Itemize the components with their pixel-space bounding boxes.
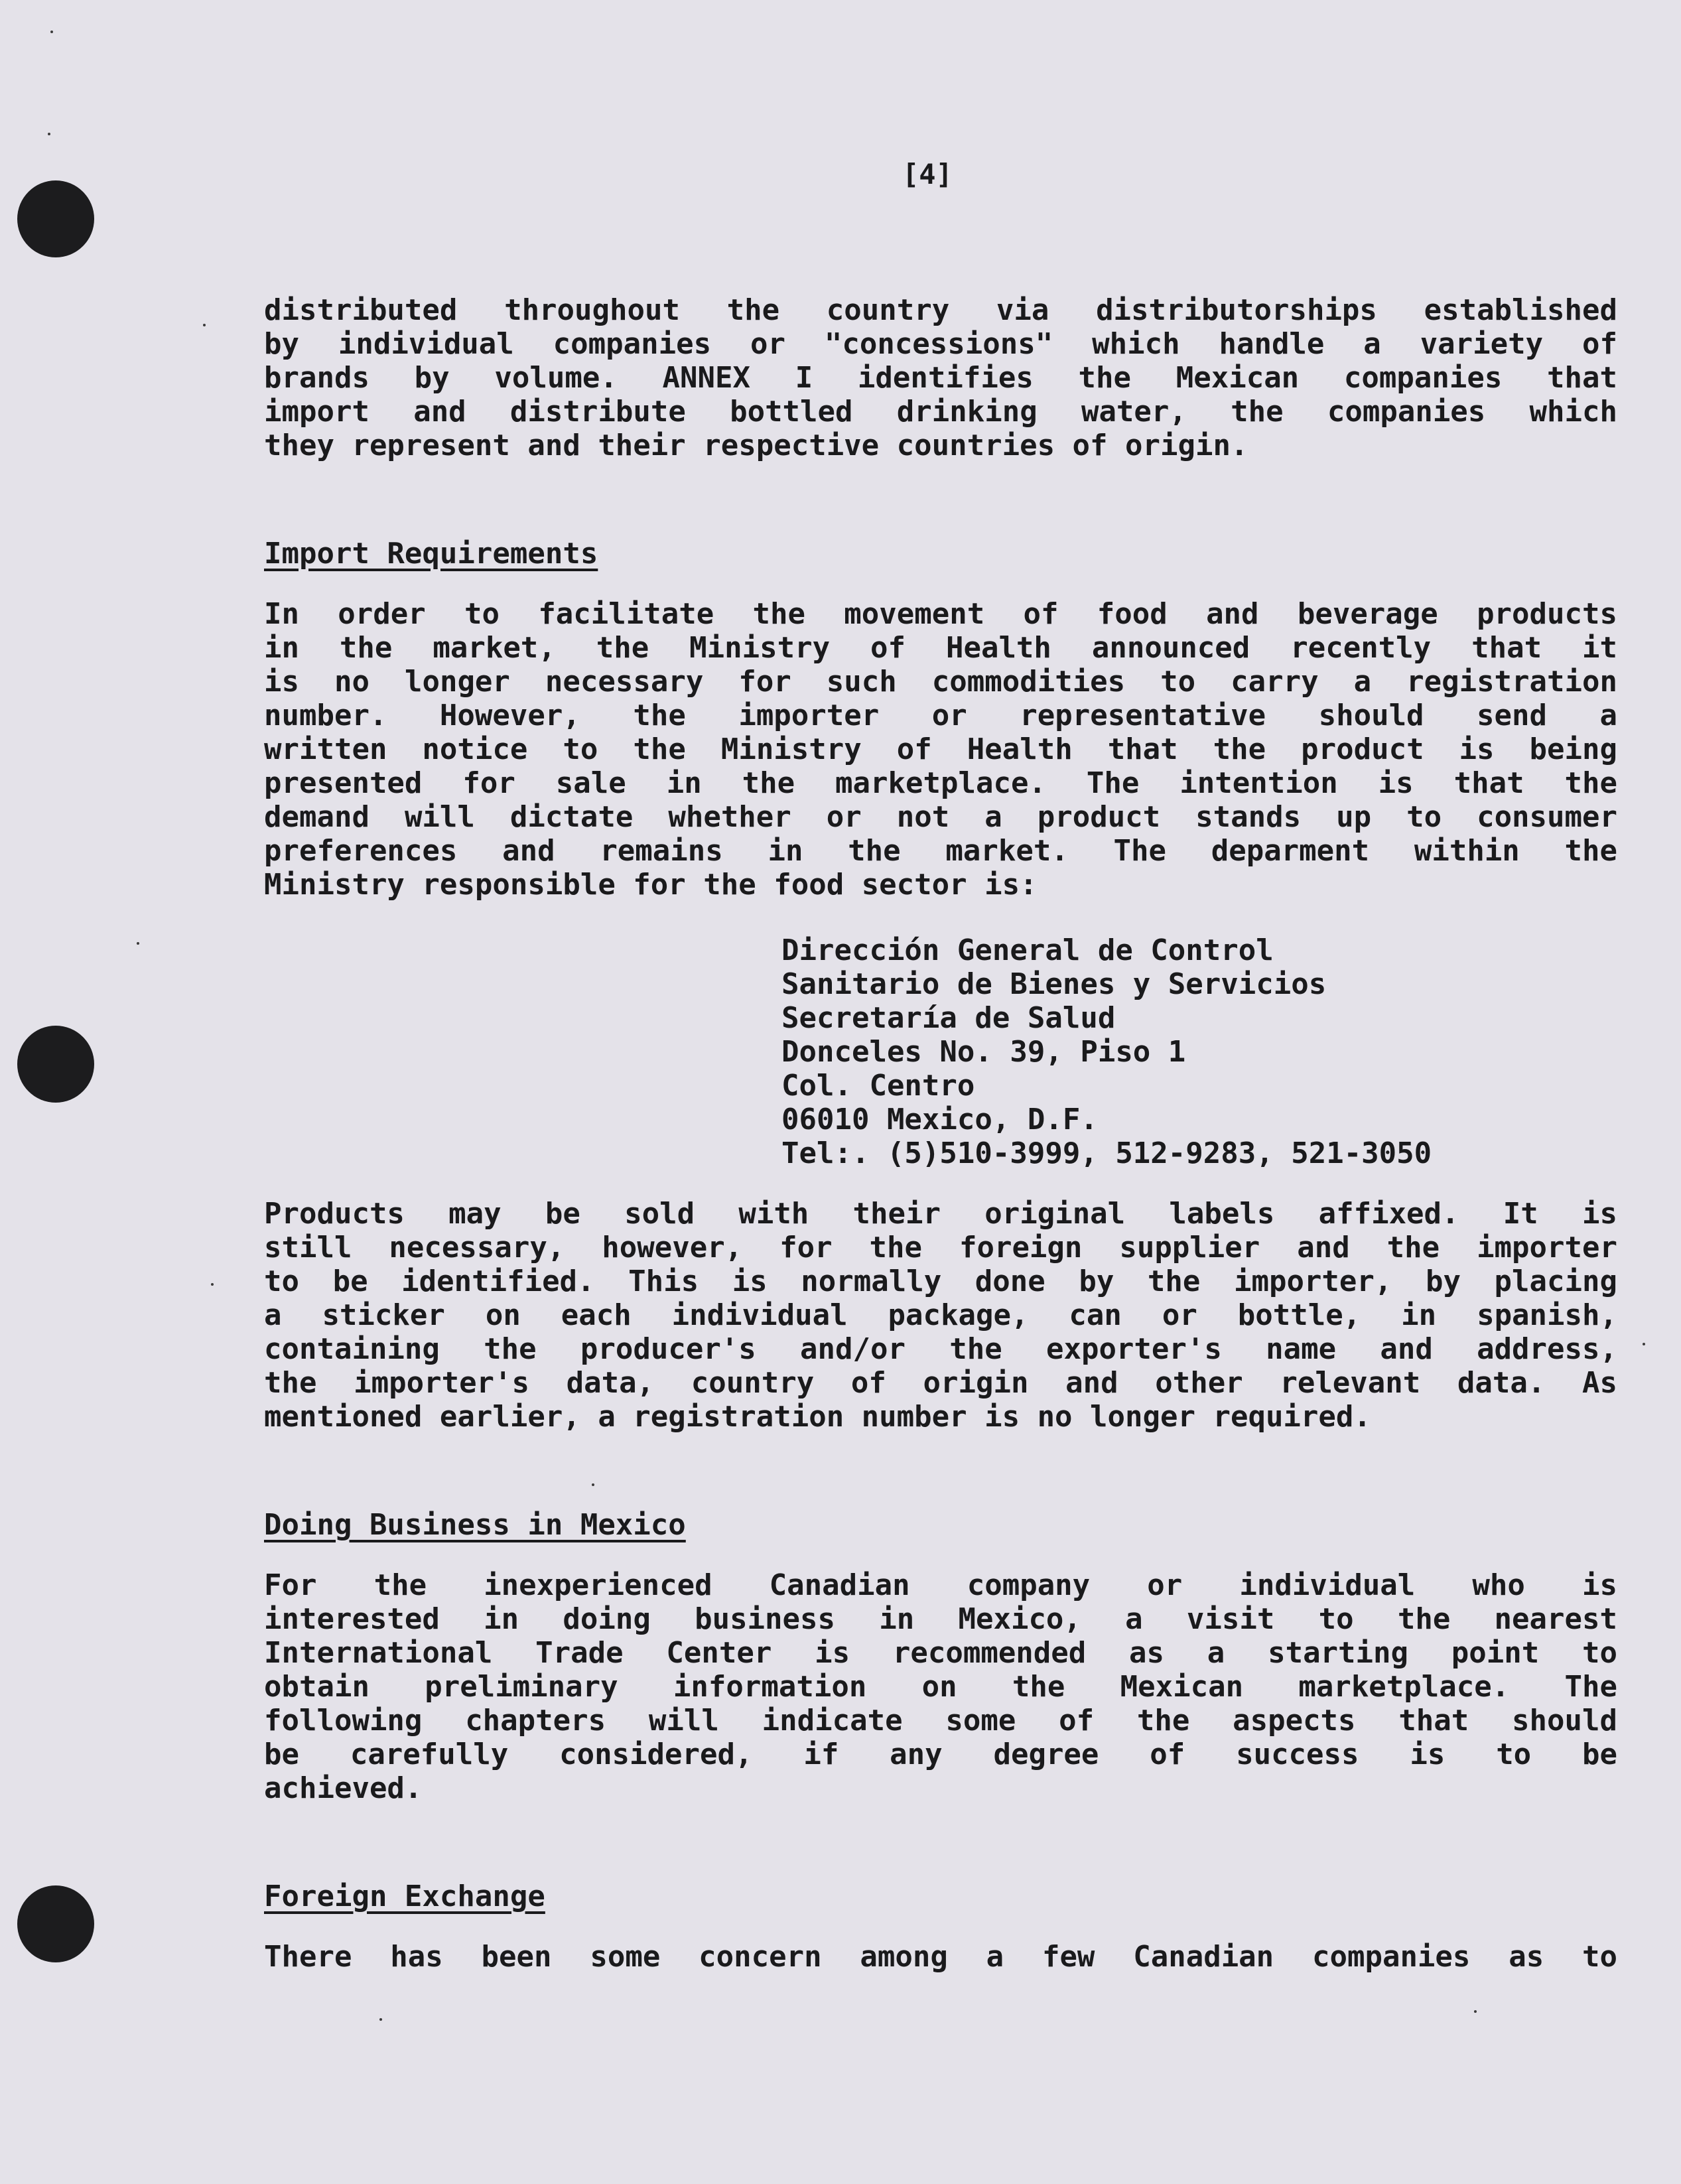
- text-line: preferences and remains in the market. The deparment within the: [264, 834, 1617, 868]
- binder-hole-bottom: [17, 1885, 94, 1962]
- text-line: achieved.: [264, 1771, 423, 1805]
- text-line: import and distribute bottled drinking water, the companies which: [264, 395, 1617, 429]
- document-body: [264, 293, 1617, 1974]
- scan-speck: [379, 2018, 382, 2021]
- text-line: In order to facilitate the movement of food and beverage products: [264, 597, 1617, 631]
- text-line: is no longer necessary for such commodities to carry a registration: [264, 665, 1617, 699]
- text-line: mentioned earlier, a registration number is no longer required.: [264, 1400, 1371, 1434]
- address-line: Secretaría de Salud: [781, 1001, 1116, 1035]
- text-line: number. However, the importer or representative should send a: [264, 699, 1617, 732]
- paragraph-import-requirements: [264, 597, 1617, 902]
- address-line: Tel:. (5)510-3999, 512-9283, 521-3050: [781, 1136, 1432, 1170]
- heading-import-requirements: Import Requirements: [264, 537, 598, 571]
- text-line: they represent and their respective countries of origin.: [264, 429, 1248, 462]
- ministry-address-block: [781, 933, 1617, 1170]
- address-line: Col. Centro: [781, 1069, 975, 1103]
- text-line: There has been some concern among a few Canadian companies as to: [264, 1940, 1617, 1974]
- scan-speck: [1474, 2010, 1477, 2013]
- text-line: brands by volume. ANNEX I identifies the Mexican companies that: [264, 361, 1617, 395]
- scan-speck: [1643, 1343, 1645, 1345]
- text-line: Products may be sold with their original labels affixed. It is: [264, 1197, 1617, 1231]
- heading-foreign-exchange: Foreign Exchange: [264, 1879, 545, 1913]
- paragraph-foreign-exchange: [264, 1940, 1617, 1974]
- scan-speck: [50, 31, 53, 33]
- text-line: following chapters will indicate some of the aspects that should: [264, 1704, 1617, 1738]
- text-line: be carefully considered, if any degree of success is to be: [264, 1738, 1617, 1771]
- text-line: distributed throughout the country via distributorships established: [264, 293, 1617, 327]
- heading-doing-business: Doing Business in Mexico: [264, 1508, 686, 1542]
- text-line: presented for sale in the marketplace. The intention is that the: [264, 766, 1617, 800]
- text-line: to be identified. This is normally done by the importer, by placing: [264, 1264, 1617, 1298]
- text-line: demand will dictate whether or not a product stands up to consumer: [264, 800, 1617, 834]
- text-line: interested in doing business in Mexico, a visit to the nearest: [264, 1602, 1617, 1636]
- text-line: the importer's data, country of origin and other relevant data. As: [264, 1366, 1617, 1400]
- text-line: obtain preliminary information on the Mexican marketplace. The: [264, 1670, 1617, 1704]
- text-line: by individual companies or "concessions" which handle a variety of: [264, 327, 1617, 361]
- address-line: Donceles No. 39, Piso 1: [781, 1035, 1186, 1069]
- scan-speck: [137, 942, 139, 945]
- address-line: Sanitario de Bienes y Servicios: [781, 967, 1327, 1001]
- binder-hole-middle: [17, 1026, 94, 1103]
- text-line: containing the producer's and/or the exporter's name and address,: [264, 1332, 1617, 1366]
- text-line: Ministry responsible for the food sector is:: [264, 868, 1038, 902]
- paragraph-distribution: [264, 293, 1617, 462]
- paragraph-labels: [264, 1197, 1617, 1434]
- text-line: written notice to the Ministry of Health that the product is being: [264, 732, 1617, 766]
- text-line: a sticker on each individual package, can or bottle, in spanish,: [264, 1298, 1617, 1332]
- text-line: in the market, the Ministry of Health announced recently that it: [264, 631, 1617, 665]
- binder-hole-top: [17, 180, 94, 257]
- scan-speck: [48, 133, 50, 135]
- address-line: 06010 Mexico, D.F.: [781, 1103, 1098, 1136]
- address-line: Dirección General de Control: [781, 933, 1274, 967]
- paragraph-doing-business: [264, 1568, 1617, 1805]
- scan-speck: [203, 324, 206, 326]
- text-line: For the inexperienced Canadian company or individual who is: [264, 1568, 1617, 1602]
- text-line: International Trade Center is recommended as a starting point to: [264, 1636, 1617, 1670]
- page-number: [4]: [902, 158, 953, 190]
- text-line: still necessary, however, for the foreign supplier and the importer: [264, 1231, 1617, 1264]
- scan-speck: [211, 1283, 214, 1286]
